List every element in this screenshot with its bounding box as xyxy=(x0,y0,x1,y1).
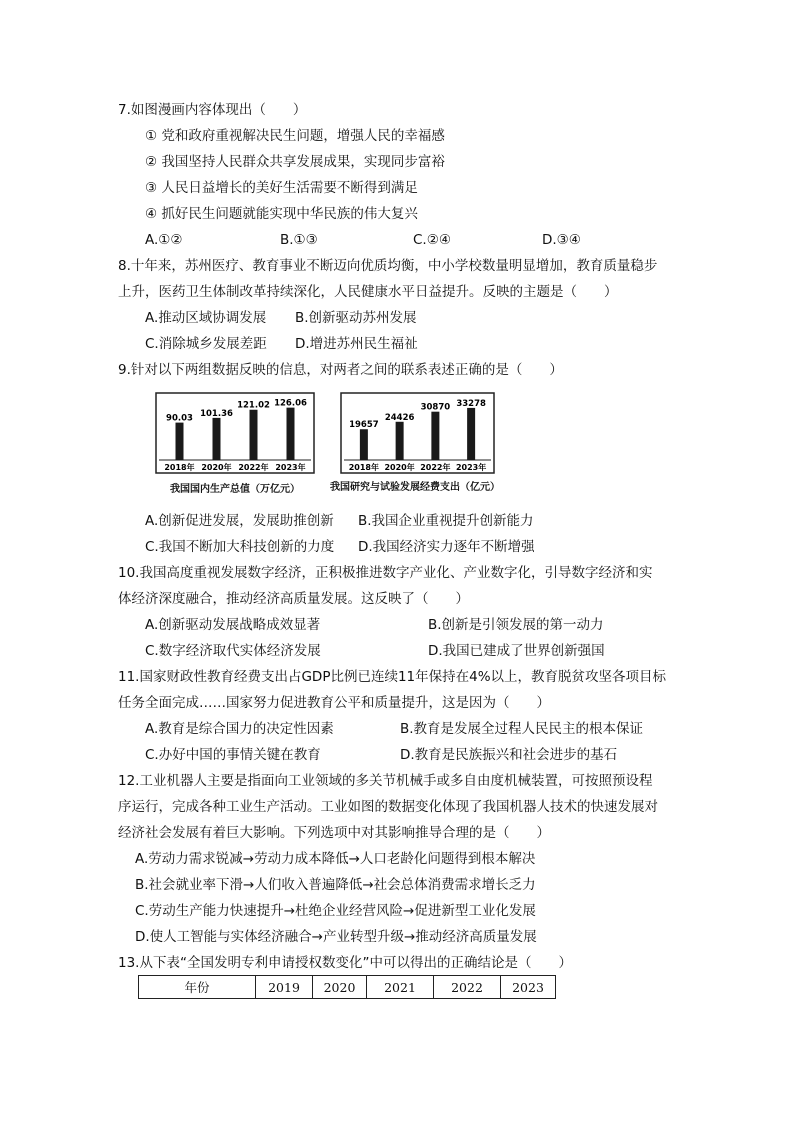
q10-option-d: D.我国已建成了世界创新强国 xyxy=(428,643,605,659)
bar-value-label: 126.06 xyxy=(274,398,307,409)
q12-option-c: C.劳动生产能力快速提升→杜绝企业经营风险→促进新型工业化发展 xyxy=(135,903,536,919)
q8-stem-line-1: 8.十年来，苏州医疗、教育事业不断迈向优质均衡，中小学校数量明显增加，教育质量稳步 xyxy=(118,258,658,274)
q9-option-c: C.我国不断加大科技创新的力度 xyxy=(145,539,335,555)
table-header-cell: 2022 xyxy=(434,976,501,999)
q10-option-b: B.创新是引领发展的第一动力 xyxy=(428,617,604,633)
q12-option-a: A.劳动力需求锐减→劳动力成本降低→人口老龄化问题得到根本解决 xyxy=(135,851,536,867)
bar-value-label: 33278 xyxy=(456,398,486,409)
rd-bar-chart xyxy=(340,392,495,474)
table-header-cell: 2020 xyxy=(313,976,367,999)
q7-item-3: ③ 人民日益增长的美好生活需要不断得到满足 xyxy=(145,180,418,196)
gdp-bar-chart-svg xyxy=(155,392,315,474)
gdp-chart-title: 我国国内生产总值（万亿元） xyxy=(170,484,300,495)
bar-value-label: 19657 xyxy=(349,420,379,431)
bar-value-label: 24426 xyxy=(384,412,415,423)
q9-option-d: D.我国经济实力逐年不断增强 xyxy=(358,539,535,555)
q8-option-c: C.消除城乡发展差距 xyxy=(145,336,267,352)
bar xyxy=(431,412,439,460)
q8-option-a: A.推动区域协调发展 xyxy=(145,310,267,326)
bar-value-label: 121.02 xyxy=(237,400,270,411)
q11-option-b: B.教育是发展全过程人民民主的根本保证 xyxy=(400,721,644,737)
bar xyxy=(360,429,368,460)
bar-value-label: 90.03 xyxy=(166,413,193,424)
bar xyxy=(467,408,475,460)
category-label: 2020年 xyxy=(384,463,415,472)
bar xyxy=(396,422,404,460)
q10-stem-line-2: 体经济深度融合，推动经济高质量发展。这反映了（ ） xyxy=(118,591,469,607)
rd-bar-chart-svg xyxy=(340,392,495,474)
q7-item-1: ① 党和政府重视解决民生问题，增强人民的幸福感 xyxy=(145,128,445,144)
q8-option-b: B.创新驱动苏州发展 xyxy=(295,310,417,326)
gdp-bar-chart xyxy=(155,392,315,474)
q7-option-b: B.①③ xyxy=(280,232,318,248)
table-row xyxy=(139,976,556,999)
category-label: 2018年 xyxy=(348,463,380,472)
q7-option-c: C.②④ xyxy=(413,232,451,248)
q10-option-c: C.数字经济取代实体经济发展 xyxy=(145,643,321,659)
category-label: 2023年 xyxy=(455,463,487,472)
q12-stem-line-3: 经济社会发展有着巨大影响。下列选项中对其影响推导合理的是（ ） xyxy=(118,825,550,841)
table-header-cell: 2021 xyxy=(367,976,434,999)
q12-option-d: D.使人工智能与实体经济融合→产业转型升级→推动经济高质量发展 xyxy=(135,929,537,945)
q11-stem-line-2: 任务全面完成……国家努力促进教育公平和质量提升，这是因为（ ） xyxy=(118,695,550,711)
q8-stem-line-2: 上升，医药卫生体制改革持续深化，人民健康水平日益提升。反映的主题是（ ） xyxy=(118,284,618,300)
patent-table xyxy=(138,975,556,999)
q12-stem-line-1: 12.工业机器人主要是指面向工业领域的多关节机械手或多自由度机械装置，可按照预设程 xyxy=(118,773,653,789)
q7-stem: 7.如图漫画内容体现出（ ） xyxy=(118,102,307,118)
category-label: 2023年 xyxy=(275,463,306,472)
category-label: 2022年 xyxy=(420,463,451,472)
table-header-cell: 年份 xyxy=(139,976,256,999)
bar xyxy=(176,423,184,460)
q10-stem-line-1: 10.我国高度重视发展数字经济，正积极推进数字产业化、产业数字化，引导数字经济和实 xyxy=(118,565,653,581)
q12-stem-line-2: 序运行，完成各种工业生产活动。工业如图的数据变化体现了我国机器人技术的快速发展对 xyxy=(118,799,658,815)
q9-option-a: A.创新促进发展，发展助推创新 xyxy=(145,513,334,529)
q7-item-2: ② 我国坚持人民群众共享发展成果，实现同步富裕 xyxy=(145,154,445,170)
bar xyxy=(213,418,221,460)
category-label: 2022年 xyxy=(238,463,269,472)
q11-option-d: D.教育是民族振兴和社会进步的基石 xyxy=(400,747,618,763)
category-label: 2020年 xyxy=(201,463,232,472)
q8-option-d: D.增进苏州民生福祉 xyxy=(295,336,418,352)
q9-stem: 9.针对以下两组数据反映的信息，对两者之间的联系表述正确的是（ ） xyxy=(118,362,563,378)
category-label: 2018年 xyxy=(164,463,195,472)
q11-stem-line-1: 11.国家财政性教育经费支出占GDP比例已连续11年保持在4%以上，教育脱贫攻坚各项目标 xyxy=(118,669,667,685)
q11-option-c: C.办好中国的事情关键在教育 xyxy=(145,747,321,763)
rd-chart-title: 我国研究与试验发展经费支出（亿元） xyxy=(330,482,500,493)
q7-item-4: ④ 抓好民生问题就能实现中华民族的伟大复兴 xyxy=(145,206,418,222)
table-header-cell: 2023 xyxy=(501,976,556,999)
q12-option-b: B.社会就业率下滑→人们收入普遍降低→社会总体消费需求增长乏力 xyxy=(135,877,536,893)
q7-option-a: A.①② xyxy=(145,232,183,248)
q7-option-d: D.③④ xyxy=(542,232,581,248)
bar xyxy=(250,410,258,460)
q9-option-b: B.我国企业重视提升创新能力 xyxy=(358,513,534,529)
bar-value-label: 101.36 xyxy=(200,408,233,419)
q10-option-a: A.创新驱动发展战略成效显著 xyxy=(145,617,321,633)
bar xyxy=(287,408,295,460)
q13-stem: 13.从下表“全国发明专利申请授权数变化”中可以得出的正确结论是（ ） xyxy=(118,955,572,971)
table-header-cell: 2019 xyxy=(256,976,313,999)
bar-value-label: 30870 xyxy=(420,402,451,413)
q11-option-a: A.教育是综合国力的决定性因素 xyxy=(145,721,334,737)
